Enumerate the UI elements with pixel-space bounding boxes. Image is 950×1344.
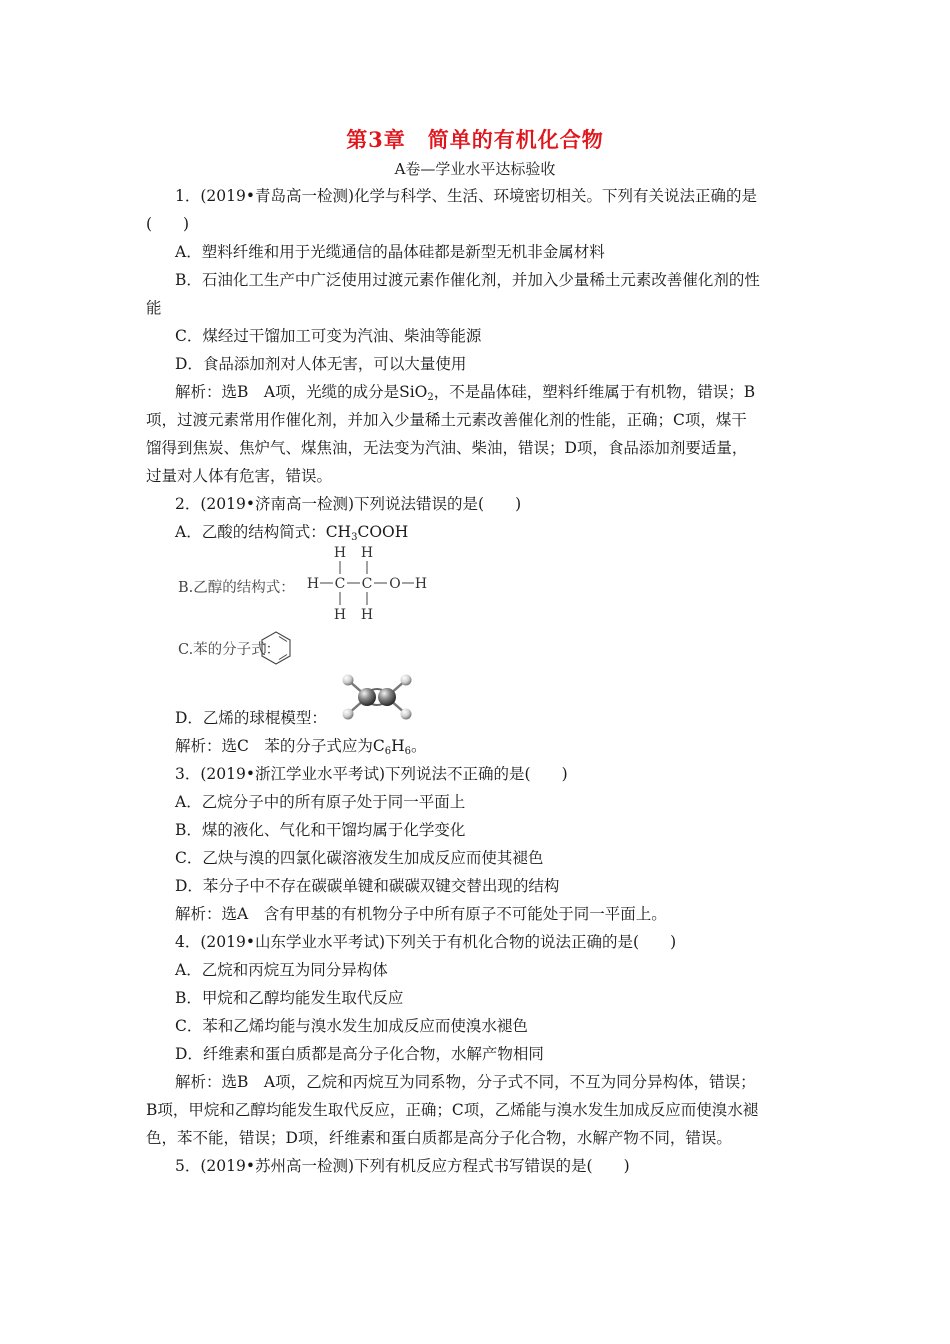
q4-answer-line2: B项，甲烷和乙醇均能发生取代反应，正确；C项，乙烯能与溴水发生加成反应而使溴水褪 (146, 1101, 759, 1119)
q1-answer-line4: 过量对人体有危害，错误。 (146, 467, 333, 485)
q1-option-a: A．塑料纤维和用于光缆通信的晶体硅都是新型无机非金属材料 (175, 243, 605, 261)
q4-stem: 4．(2019•山东学业水平考试)下列关于有机化合物的说法正确的是( ) (175, 933, 677, 951)
q4-option-a: A．乙烷和丙烷互为同分异构体 (175, 961, 388, 979)
ethanol-structural-formula (300, 542, 440, 624)
q5-stem: 5．(2019•苏州高一检测)下列有机反应方程式书写错误的是( ) (175, 1157, 630, 1175)
svg-text:O: O (389, 576, 401, 592)
chapter-title: 第3章 简单的有机化合物 (346, 127, 604, 152)
q3-option-a: A．乙烷分子中的所有原子处于同一平面上 (175, 793, 466, 811)
q1-option-b: B．石油化工生产中广泛使用过渡元素作催化剂，并加入少量稀土元素改善催化剂的性 (175, 271, 760, 289)
q1-stem: 1．(2019•青岛高一检测)化学与科学、生活、环境密切相关。下列有关说法正确的是 (175, 187, 758, 205)
q4-option-c: C．苯和乙烯均能与溴水发生加成反应而使溴水褪色 (175, 1017, 528, 1035)
q2-stem: 2．(2019•济南高一检测)下列说法错误的是( ) (175, 495, 522, 513)
q3-answer: 解析：选A 含有甲基的有机物分子中所有原子不可能处于同一平面上。 (175, 905, 667, 923)
svg-text:H: H (333, 545, 347, 561)
q1-stem-cont: ( ) (146, 215, 190, 233)
q2-option-b-label: B.乙醇的结构式： (178, 580, 295, 596)
svg-text:H: H (414, 576, 428, 592)
q1-answer-line3: 馏得到焦炭、焦炉气、煤焦油，无法变为汽油、柴油，错误；D项，食品添加剂要适量， (146, 439, 748, 457)
benzene-ring-icon (258, 630, 294, 666)
q3-option-d: D．苯分子中不存在碳碳单键和碳碳双键交替出现的结构 (175, 877, 560, 895)
q1-answer-line1: 解析：选B A项，光缆的成分是SiO$_2$，不是晶体硅，塑料纤维属于有机物，错误；B (175, 383, 756, 403)
svg-text:H: H (360, 607, 374, 623)
ethylene-ball-stick-model (336, 670, 418, 724)
q3-option-c: C．乙炔与溴的四氯化碳溶液发生加成反应而使其褪色 (175, 849, 544, 867)
q1-option-c: C．煤经过干馏加工可变为汽油、柴油等能源 (175, 327, 482, 345)
q2-answer: 解析：选C 苯的分子式应为$C_6H_6$。 (175, 737, 427, 757)
svg-text:C: C (334, 576, 346, 592)
section-subtitle: A卷—学业水平达标验收 (394, 160, 556, 178)
svg-text:H: H (306, 576, 320, 592)
svg-text:H: H (360, 545, 374, 561)
q4-option-b: B．甲烷和乙醇均能发生取代反应 (175, 989, 404, 1007)
q3-stem: 3．(2019•浙江学业水平考试)下列说法不正确的是( ) (175, 765, 568, 783)
svg-text:C: C (361, 576, 373, 592)
svg-text:H: H (333, 607, 347, 623)
q4-answer-line3: 色，苯不能，错误；D项，纤维素和蛋白质都是高分子化合物，水解产物不同，错误。 (146, 1129, 732, 1147)
q1-option-b-cont: 能 (146, 299, 162, 317)
q3-option-b: B．煤的液化、气化和干馏均属于化学变化 (175, 821, 466, 839)
q1-option-d: D．食品添加剂对人体无害，可以大量使用 (175, 355, 467, 373)
q4-option-d: D．纤维素和蛋白质都是高分子化合物，水解产物相同 (175, 1045, 544, 1063)
q4-answer-line1: 解析：选B A项，乙烷和丙烷互为同系物，分子式不同，不互为同分异构体，错误； (175, 1073, 756, 1091)
q1-answer-line2: 项，过渡元素常用作催化剂，并加入少量稀土元素改善催化剂的性能，正确；C项，煤干 (146, 411, 747, 429)
q2-option-c-label: C.苯的分子式： (178, 642, 281, 658)
q2-option-d: D．乙烯的球棍模型： (175, 709, 327, 727)
q2-option-a: A．乙酸的结构简式：$CH_3COOH$ (175, 523, 409, 543)
